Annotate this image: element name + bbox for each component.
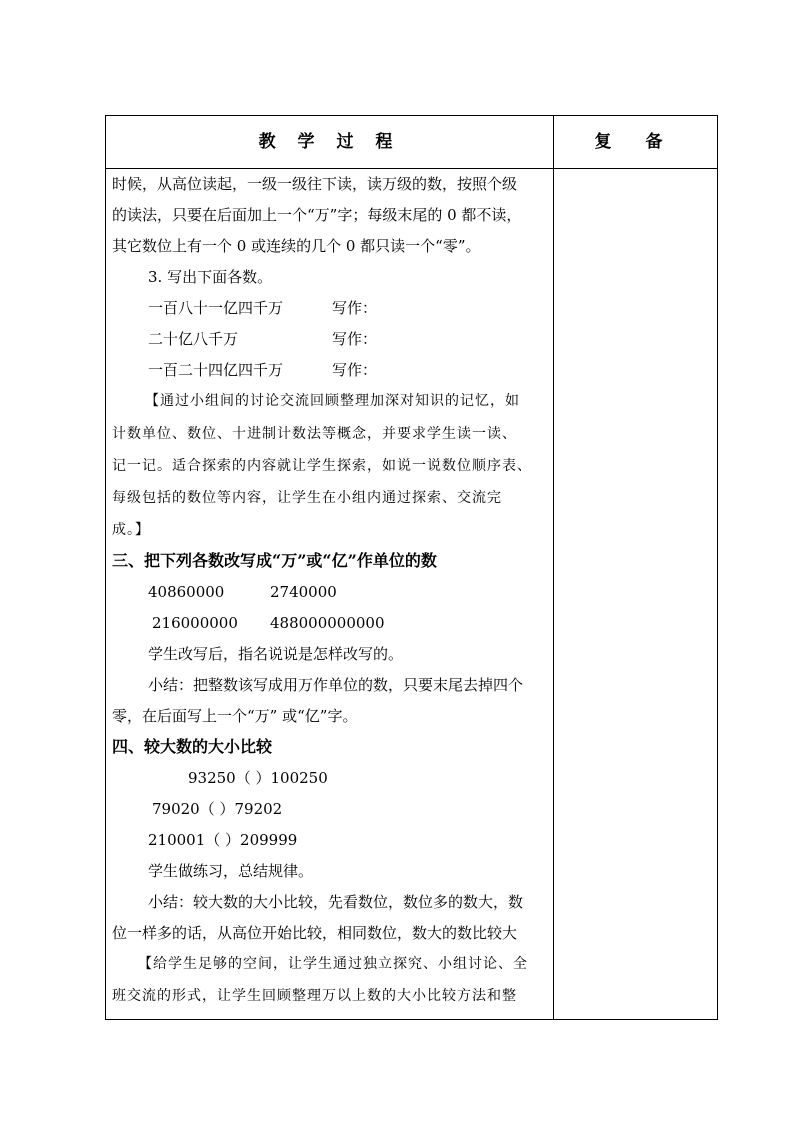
- sec4-compare-3: 210001（ ）209999: [148, 831, 298, 849]
- header-preparation: 复 备: [594, 132, 677, 152]
- sec4-compare-2: 79020（ ）79202: [152, 800, 283, 818]
- section3-title: 三、把下列各数改写成“万”或“亿”作单位的数: [112, 551, 437, 570]
- q3-number-2: 二十亿八千万: [148, 330, 239, 348]
- lesson-table: [105, 115, 718, 1020]
- q3-label-3: 写作：: [332, 361, 378, 379]
- sec4-compare-1: 93250（ ）100250: [188, 769, 328, 787]
- sec3-paragraph: 学生改写后，指名说说是怎样改写的。: [148, 645, 404, 663]
- para1-line1: 时候，从高位读起，一级一级往下读，读万级的数，按照个级: [112, 175, 518, 193]
- note2-line1: 【给学生足够的空间，让学生通过独立探究、小组讨论、全: [138, 956, 528, 972]
- note1-line4: 每级包括的数位等内容，让学生在小组内通过探索、交流完: [112, 490, 502, 506]
- note1-line1: 【通过小组间的讨论交流回顾整理加深对知识的记忆，如: [145, 393, 520, 409]
- sec3-summary-line1: 小结：把整数该写成用万作单位的数，只要末尾去掉四个: [148, 676, 524, 694]
- para1-line3: 其它数位上有一个 0 或连续的几个 0 都只读一个“零”。: [112, 237, 481, 255]
- section4-title: 四、较大数的大小比较: [112, 737, 273, 756]
- note1-line2: 计数单位、数位、十进制计数法等概念，并要求学生读一读、: [112, 426, 517, 442]
- header-teaching-process: 教 学 过 程: [258, 132, 401, 152]
- q3-number-1: 一百八十一亿四千万: [148, 299, 284, 317]
- q3-number-3: 一百二十四亿四千万: [148, 361, 284, 379]
- sec3-summary-line2: 零，在后面写上一个“万” 或“亿”字。: [112, 707, 358, 725]
- sec3-number-2: 2740000: [270, 583, 337, 601]
- sec4-summary-line1: 小结：较大数的大小比较，先看数位，数位多的数大，数: [148, 893, 524, 911]
- q3-label-1: 写作：: [332, 299, 378, 317]
- sec3-number-3: 216000000: [152, 614, 238, 632]
- q3-title: 3. 写出下面各数。: [148, 268, 273, 286]
- sec4-summary-line2: 位一样多的话，从高位开始比较，相同数位，数大的数比较大: [112, 924, 518, 942]
- sec3-number-1: 40860000: [148, 583, 225, 601]
- q3-label-2: 写作：: [332, 330, 378, 348]
- sec3-number-4: 488000000000: [270, 614, 385, 632]
- note2-line2: 班交流的形式，让学生回顾整理万以上数的大小比较方法和整: [112, 988, 517, 1004]
- preparation-column: [554, 169, 717, 1019]
- note1-line5: 成。】: [112, 522, 150, 538]
- sec4-paragraph: 学生做练习，总结规律。: [148, 862, 314, 880]
- para1-line2: 的读法，只要在后面加上一个“万”字；每级末尾的 0 都不读，: [112, 206, 522, 224]
- note1-line3: 记一记。适合探索的内容就让学生探索，如说一说数位顺序表、: [112, 458, 532, 474]
